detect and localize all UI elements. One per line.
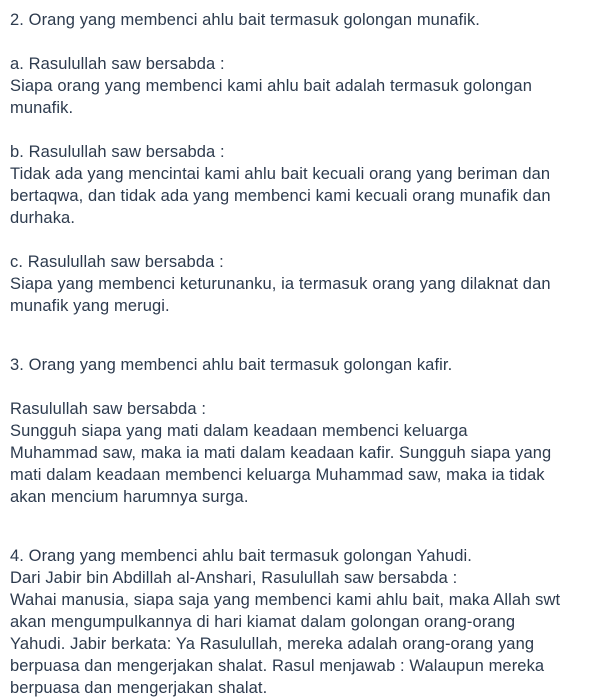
text-line: Rasulullah saw bersabda : <box>10 400 207 418</box>
text-line: Yahudi. Jabir berkata: Ya Rasulullah, mereka adalah orang-orang yang <box>10 635 535 653</box>
text-line: c. Rasulullah saw bersabda : <box>10 253 224 271</box>
text-line: akan mengumpulkannya di hari kiamat dalam golongan orang-orang <box>10 613 516 631</box>
text-line: Muhammad saw, maka ia mati dalam keadaan kafir. Sungguh siapa yang <box>10 444 552 462</box>
text-line: b. Rasulullah saw bersabda : <box>10 143 225 161</box>
text-line: a. Rasulullah saw bersabda : <box>10 55 225 73</box>
section-3-heading <box>10 354 603 376</box>
text-line: Dari Jabir bin Abdillah al-Anshari, Rasulullah saw bersabda : <box>10 569 458 587</box>
text-line: durhaka. <box>10 209 76 227</box>
text-line: Tidak ada yang mencintai kami ahlu bait kecuali orang yang beriman dan <box>10 165 551 183</box>
section-4 <box>10 545 603 699</box>
hadith-b <box>10 141 603 229</box>
text-line: munafik yang merugi. <box>10 297 170 315</box>
text-line: mati dalam keadaan membenci keluarga Muhammad saw, maka ia tidak <box>10 466 545 484</box>
text-line: berpuasa dan mengerjakan shalat. <box>10 679 268 697</box>
text-line: akan mencium harumnya surga. <box>10 488 249 506</box>
text-line: munafik. <box>10 99 74 117</box>
text-line: Sungguh siapa yang mati dalam keadaan membenci keluarga <box>10 422 468 440</box>
hadith-3 <box>10 398 603 508</box>
text-line: Siapa yang membenci keturunanku, ia termasuk orang yang dilaknat dan <box>10 275 551 293</box>
text-line: 2. Orang yang membenci ahlu bait termasuk golongan munafik. <box>10 11 480 29</box>
hadith-a <box>10 53 603 119</box>
text-line: 3. Orang yang membenci ahlu bait termasuk golongan kafir. <box>10 356 453 374</box>
text-line: Wahai manusia, siapa saja yang membenci kami ahlu bait, maka Allah swt <box>10 591 561 609</box>
text-line: bertaqwa, dan tidak ada yang membenci kami kecuali orang munafik dan <box>10 187 551 205</box>
section-2-heading <box>10 9 603 31</box>
text-line: berpuasa dan mengerjakan shalat. Rasul menjawab : Walaupun mereka <box>10 657 545 675</box>
text-line: 4. Orang yang membenci ahlu bait termasuk golongan Yahudi. <box>10 547 472 565</box>
text-line: Siapa orang yang membenci kami ahlu bait adalah termasuk golongan <box>10 77 532 95</box>
hadith-c <box>10 251 603 317</box>
